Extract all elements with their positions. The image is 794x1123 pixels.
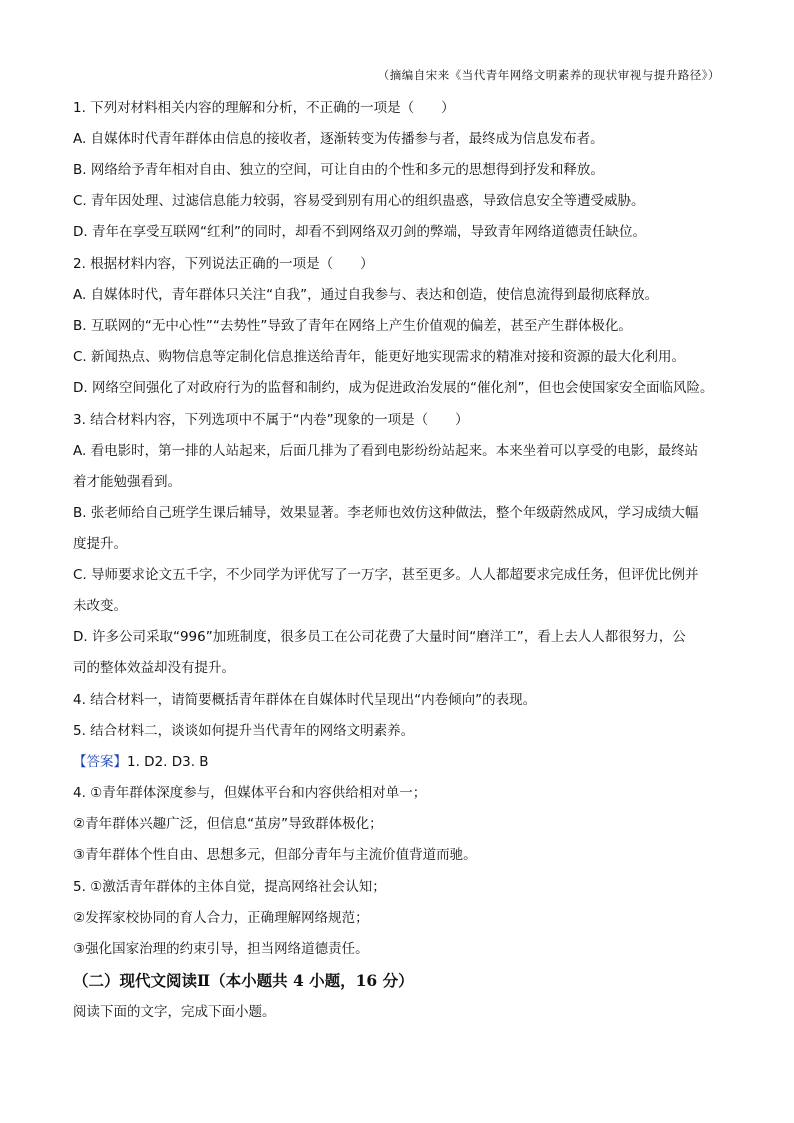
reading-instruction: 阅读下面的文字，完成下面小题。 (73, 1004, 276, 1020)
source-citation: （摘编自宋来《当代青年网络文明素养的现状审视与提升路径》） (377, 68, 720, 82)
answer-line (73, 752, 723, 772)
question-2: 2. 根据材料内容，下列说法正确的一项是（ ） (73, 256, 374, 272)
answer-5-point-1: 5. ①激活青年群体的主体自觉，提高网络社会认知； (73, 879, 386, 895)
question-3-option-d: D. 许多公司采取“996”加班制度，很多员工在公司花费了大量时间“磨洋工”，看上去人人都很努力，公 (73, 629, 686, 645)
question-1-option-b: B. 网络给予青年相对自由、独立的空间，可让自由的个性和多元的思想得到抒发和释放。 (73, 162, 604, 178)
question-3-option-b-cont: 度提升。 (73, 536, 127, 552)
question-3-option-d-cont: 司的整体效益却没有提升。 (73, 660, 235, 676)
question-2-option-c: C. 新闻热点、购物信息等定制化信息推送给青年，能更好地实现需求的精准对接和资源的最大化利用。 (73, 349, 686, 365)
question-1-option-c: C. 青年因处理、过滤信息能力较弱，容易受到别有用心的组织蛊惑，导致信息安全等遭受威胁。 (73, 193, 645, 209)
section-title: （二）现代文阅读Ⅱ（本小题共 4 小题，16 分） (73, 971, 414, 990)
question-2-option-b: B. 互联网的“无中心性”“去势性”导致了青年在网络上产生价值观的偏差，甚至产生群体极化。 (73, 318, 632, 334)
question-3-option-c: C. 导师要求论文五千字，不少同学为评优写了一万字，甚至更多。人人都超要求完成任务，但评优比例并 (73, 567, 699, 583)
question-2-option-a: A. 自媒体时代，青年群体只关注“自我”，通过自我参与、表达和创造，使信息流得到最彻底释放。 (73, 287, 659, 303)
question-1-option-d: D. 青年在享受互联网“红利”的同时，却看不到网络双刃剑的弊端，导致青年网络道德责任缺位。 (73, 224, 646, 240)
question-5: 5. 结合材料二，谈谈如何提升当代青年的网络文明素养。 (73, 723, 415, 739)
answer-5-point-2: ②发挥家校协同的育人合力，正确理解网络规范； (73, 910, 369, 926)
question-2-option-d: D. 网络空间强化了对政府行为的监督和制约，成为促进政治发展的“催化剂”，但也会使国家安全面临风险。 (73, 380, 714, 396)
question-3-option-a-cont: 着才能勉强看到。 (73, 474, 181, 490)
question-4: 4. 结合材料一，请简要概括青年群体在自媒体时代呈现出“内卷倾向”的表现。 (73, 692, 537, 708)
answer-4-point-3: ③青年群体个性自由、思想多元，但部分青年与主流价值背道而驰。 (73, 847, 477, 863)
answer-text: 1. D2. D3. B (127, 754, 209, 770)
question-1-option-a: A. 自媒体时代青年群体由信息的接收者，逐渐转变为传播参与者，最终成为信息发布者。 (73, 131, 604, 147)
question-3-option-b: B. 张老师给自己班学生课后辅导，效果显著。李老师也效仿这种做法，整个年级蔚然成风，学习成绩大幅 (73, 505, 699, 521)
answer-tag: 【答案】 (73, 754, 127, 770)
question-3-option-c-cont: 未改变。 (73, 598, 127, 614)
question-3: 3. 结合材料内容，下列选项中不属于“内卷”现象的一项是（ ） (73, 412, 469, 428)
answer-5-point-3: ③强化国家治理的约束引导，担当网络道德责任。 (73, 941, 369, 957)
question-1: 1. 下列对材料相关内容的理解和分析，不正确的一项是（ ） (73, 100, 455, 116)
answer-4-point-1: 4. ①青年群体深度参与，但媒体平台和内容供给相对单一； (73, 785, 427, 801)
question-3-option-a: A. 看电影时，第一排的人站起来，后面几排为了看到电影纷纷站起来。本来坐着可以享受的电影，最终站 (73, 443, 699, 459)
answer-4-point-2: ②青年群体兴趣广泛，但信息“茧房”导致群体极化； (73, 816, 383, 832)
